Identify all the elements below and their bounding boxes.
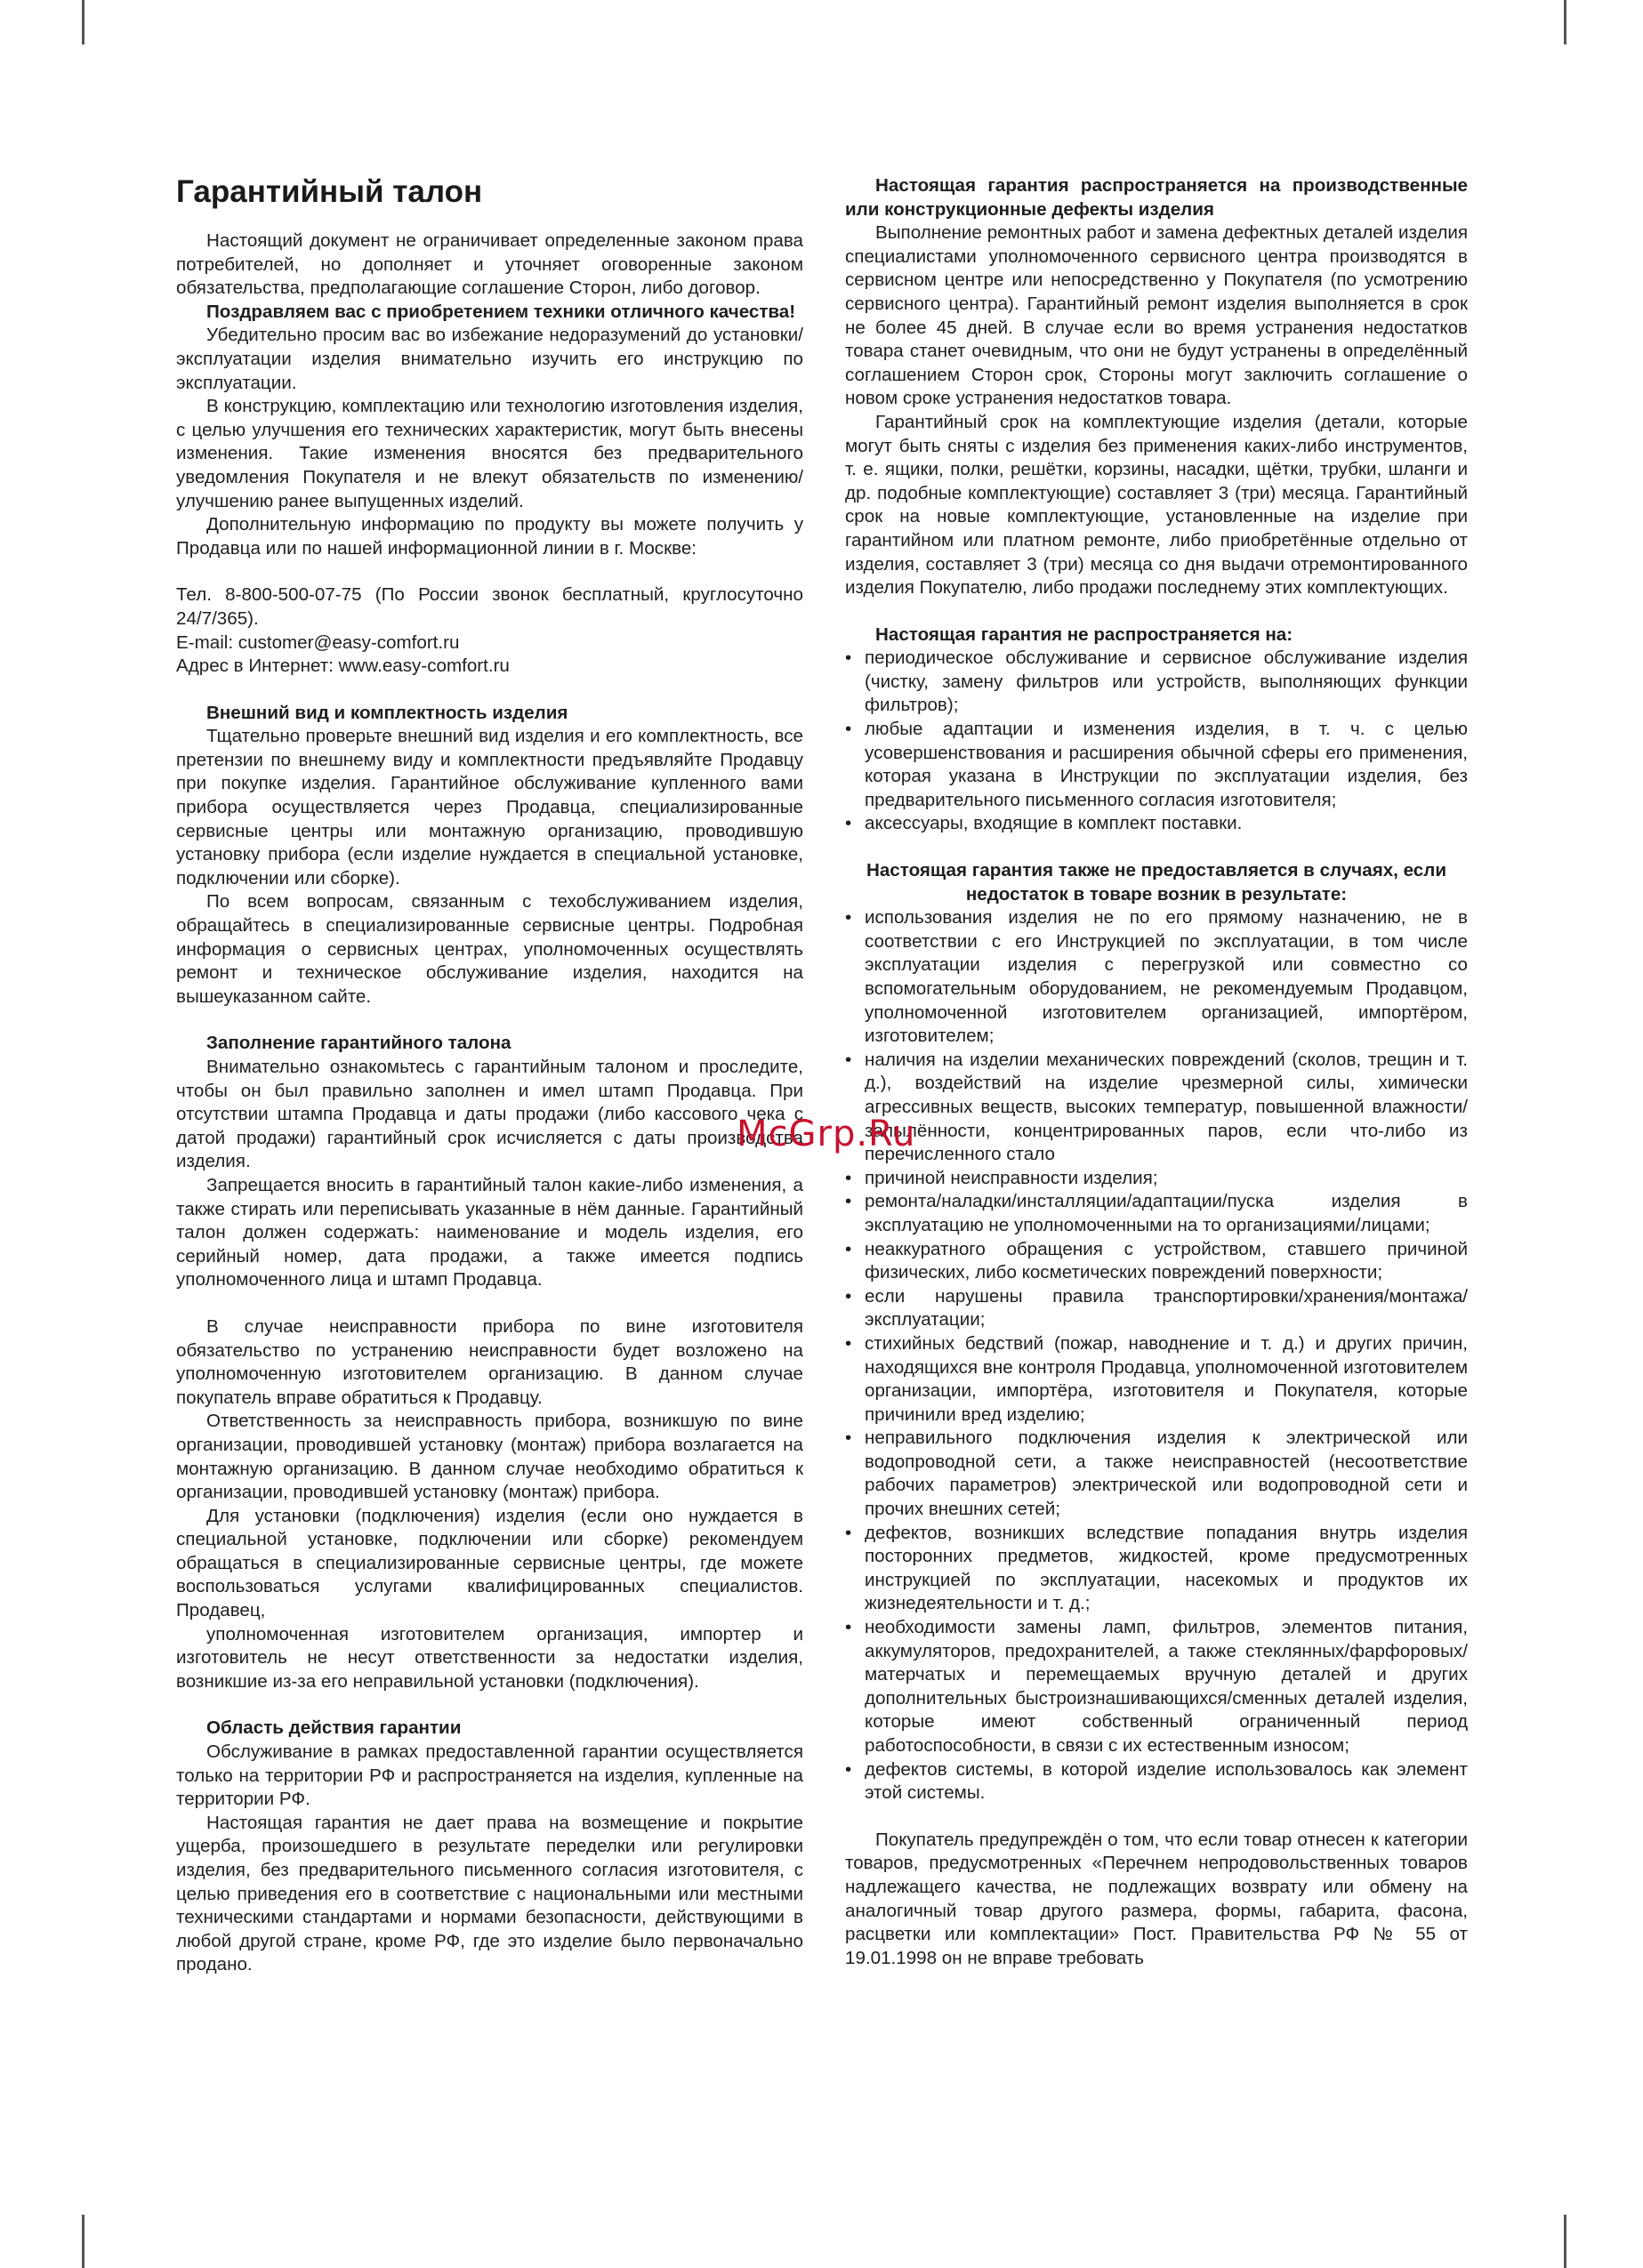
scope-paragraph-1: Обслуживание в рамках предоставленной гарантии осуществляется только на территории РФ и распространяется на изделия, купленные на территории РФ. [176,1741,803,1810]
changes-paragraph: В конструкцию, комплектацию или технологию изготовления изделия, с целью улучшения его технических характеристик, могут быть внесены изменения. Такие изменения вносятся без предварительного уведомления Покупателя и не влекут обязательств по изменению/улучшению ранее выпущенных изделий. [176,396,803,511]
filling-heading: Заполнение гарантийного талона [206,1033,511,1054]
request-paragraph: Убедительно просим вас во избежание недоразумений до установки/эксплуатации изделия внимательно изучить его инструкцию по эксплуатации. [176,325,803,393]
list-item: • причиной неисправности изделия; [845,1167,1468,1191]
info-paragraph: Дополнительную информацию по продукту вы можете получить у Продавца или по нашей информационной линии в г. Москве: [176,514,803,559]
list-item: • любые адаптации и изменения изделия, в т. ч. с целью усовершенствования и расширения обычной сферы его применения, которая указана в Инструкции по эксплуатации изделия, без предварительного письменного согласия изготовителя; [845,718,1468,812]
scope-heading: Область действия гарантии [206,1717,462,1739]
list-item: • использования изделия не по его прямому назначению, не в соответствии с его Инструкцией по эксплуатации, в том числе эксплуатации изделия с перегрузкой или совместно со вспомогательным оборудованием, не рекомендуемым Продавцом, уполномоченной изготовителем организацией, импортёром, изготовителем; [845,906,1468,1049]
crop-mark-top-left [82,0,85,44]
page-title: Гарантийный талон [176,174,483,209]
crop-mark-bottom-left [82,2215,85,2268]
filling-paragraph-2: Запрещается вносить в гарантийный талон какие-либо изменения, а также стирать или переписывать указанные в нём данные. Гарантийный талон должен содержать: наименование и модель изделия, его серийный номер, дата продажи, а также имеется подпись уполномоченного лица и штамп Продавца. [176,1174,803,1291]
phone-line: Тел. 8-800-500-07-75 (По России звонок бесплатный, круглосуточно 24/7/365). [176,584,803,629]
install-responsibility-paragraph: Ответственность за неисправность прибора, возникшую по вине организации, проводившей установку (монтаж) прибора возлагается на монтажную организацию. В данном случае необходимо обратиться к организации, проводившей установку (монтаж) прибора. [176,1411,803,1503]
list-item: • ремонта/наладки/инсталляции/адаптации/пуска изделия в эксплуатацию не уполномоченными на то организациями/лицами; [845,1190,1468,1237]
not-provided-heading: Настоящая гарантия также не предоставляется в случаях, если недостаток в товаре возник в результате: [866,860,1446,905]
install-continuation-paragraph: уполномоченная изготовителем организация, импортер и изготовитель не несут ответственности за недостатки изделия, возникшие из-за его неправильной установки (подключения). [176,1623,803,1692]
install-paragraph: Для установки (подключения) изделия (если оно нуждается в специальной установке, подключении или сборке) рекомендуем обращаться в специализированные сервисные центры, где можете воспользоваться услугами квалифицированных специалистов. Продавец, [176,1505,803,1621]
list-item: • неаккуратного обращения с устройством, ставшего причиной физических, либо косметических повреждений поверхности; [845,1238,1468,1285]
list-item: • аксессуары, входящие в комплект поставки. [845,812,1468,836]
crop-mark-bottom-right [1564,2215,1566,2268]
repair-paragraph: Выполнение ремонтных работ и замена дефектных деталей изделия специалистами уполномоченного сервисного центра производятся в сервисном центре или непосредственно у Покупателя (по усмотрению сервисного центра). Гарантийный ремонт изделия выполняется в срок не более 45 дней. В случае если во время устранения недостатков товара станет очевидным, что они не будут устранены в определённый соглашением Сторон срок, Стороны могут заключить соглашение о новом сроке устранения недостатков товара. [845,222,1468,409]
list-item: • стихийных бедствий (пожар, наводнение и т. д.) и других причин, находящихся вне контроля Продавца, уполномоченной изготовителем организации, импортёра, изготовителя и Покупателя, которые причинили вред изделию; [845,1332,1468,1427]
list-item: • если нарушены правила транспортировки/хранения/монтажа/эксплуатации; [845,1285,1468,1332]
filling-paragraph-1: Внимательно ознакомьтесь с гарантийным талоном и проследите, чтобы он был правильно заполнен и имел штамп Продавца. При отсутствии штампа Продавца и даты продажи (либо кассового чека с датой продажи) гарантийный срок исчисляется с даты производства изделия. [176,1057,803,1172]
email-line: E-mail: customer@easy-comfort.ru [176,631,460,653]
list-item: • необходимости замены ламп, фильтров, элементов питания, аккумуляторов, предохранителей, а также стеклянных/фарфоровых/матерчатых и перемещаемых вручную деталей и других дополнительных быстроизнашивающихся/сменных деталей изделия, которые имеют собственный ограниченный период работоспособности, в связи с их естественным износом; [845,1616,1468,1758]
list-item: • неправильного подключения изделия к электрической или водопроводной сети, а также неисправностей (несоответствие рабочих параметров) электрической или водопроводной сети и прочих внешних сетей; [845,1427,1468,1521]
intro-paragraph: Настоящий документ не ограничивает определенные законом права потребителей, но дополняет и уточняет оговоренные законом обязательства, предполагающие соглашение Сторон, либо договор. [176,230,803,299]
buyer-paragraph: Покупатель предупреждён о том, что если товар отнесен к категории товаров, предусмотренных «Перечнем непродовольственных товаров надлежащего качества, не подлежащих возврату или обмену на аналогичный товар другого размера, формы, габарита, фасона, расцветки или комплектации» Пост. Правительства РФ № 55 от 19.01.1998 он не вправе требовать [845,1829,1468,1968]
not-provided-list [845,906,1468,1806]
list-item: • дефектов системы, в которой изделие использовалось как элемент этой системы. [845,1758,1468,1806]
parts-paragraph: Гарантийный срок на комплектующие изделия (детали, которые могут быть сняты с изделия без применения каких-либо инструментов, т. е. ящики, полки, решётки, корзины, насадки, щётки, трубки, шланги и др. подобные комплектующие) составляет 3 (три) месяца. Гарантийный срок на новые комплектующие, установленные на изделие при гарантийном или платном ремонте, либо приобретённые отдельно от изделия, составляет 3 (три) месяца со дня выдачи отремонтированного изделия Покупателю, либо продажи последнему этих комплектующих. [845,411,1468,599]
list-item: • дефектов, возникших вследствие попадания внутрь изделия посторонних предметов, жидкостей, кроме предусмотренных инструкцией по эксплуатации, насекомых и продуктов их жизнедеятельности и т. д.; [845,1522,1468,1616]
not-covers-list [845,647,1468,836]
crop-mark-top-right [1564,0,1566,44]
scope-paragraph-2: Настоящая гарантия не дает права на возмещение и покрытие ущерба, произошедшего в результате переделки или регулировки изделия, без предварительного письменного согласия изготовителя, с целью приведения его в соответствие с национальными или местными техническими стандартами и нормами безопасности, действующими в любой другой стране, кроме РФ, где это изделие было первоначально продано. [176,1812,803,1975]
not-covers-heading: Настоящая гарантия не распространяется на: [875,623,1293,645]
fault-paragraph: В случае неисправности прибора по вине изготовителя обязательство по устранению неисправности будет возложено на уполномоченную изготовителем организацию. В данном случае покупатель вправе обратиться к Продавцу. [176,1315,803,1408]
congrats-heading: Поздравляем вас с приобретением техники отличного качества! [206,301,796,322]
covers-heading: Настоящая гарантия распространяется на производственные или конструкционные дефекты изделия [845,175,1468,220]
appearance-heading: Внешний вид и комплектность изделия [206,702,568,723]
website-line: Адрес в Интернет: www.easy-comfort.ru [176,655,510,677]
left-column [176,174,803,1977]
watermark: McGrp.Ru [737,1114,916,1154]
list-item: • периодическое обслуживание и сервисное обслуживание изделия (чистку, замену фильтров или устройств, выполняющих функции фильтров); [845,647,1468,718]
service-paragraph: По всем вопросам, связанным с техобслуживанием изделия, обращайтесь в специализированные сервисные центры. Подробная информация о сервисных центрах, уполномоченных осуществлять ремонт и техническое обслуживание изделия, находится на вышеуказанном сайте. [176,891,803,1007]
list-item: • наличия на изделии механических повреждений (сколов, трещин и т. д.), воздействий на изделие чрезмерной силы, химически агрессивных веществ, высоких температур, повышенной влажности/запылённости, концентрированных паров, если что-либо из перечисленного стало [845,1049,1468,1167]
appearance-paragraph: Тщательно проверьте внешний вид изделия и его комплектность, все претензии по внешнему виду и комплектности предъявляйте Продавцу при покупке изделия. Гарантийное обслуживание купленного вами прибора осуществляется через Продавца, специализированные сервисные центры или монтажную организацию, проводившую установку прибора (если изделие нуждается в специальной установке, подключении или сборке). [176,726,803,889]
right-column [845,174,1468,1970]
